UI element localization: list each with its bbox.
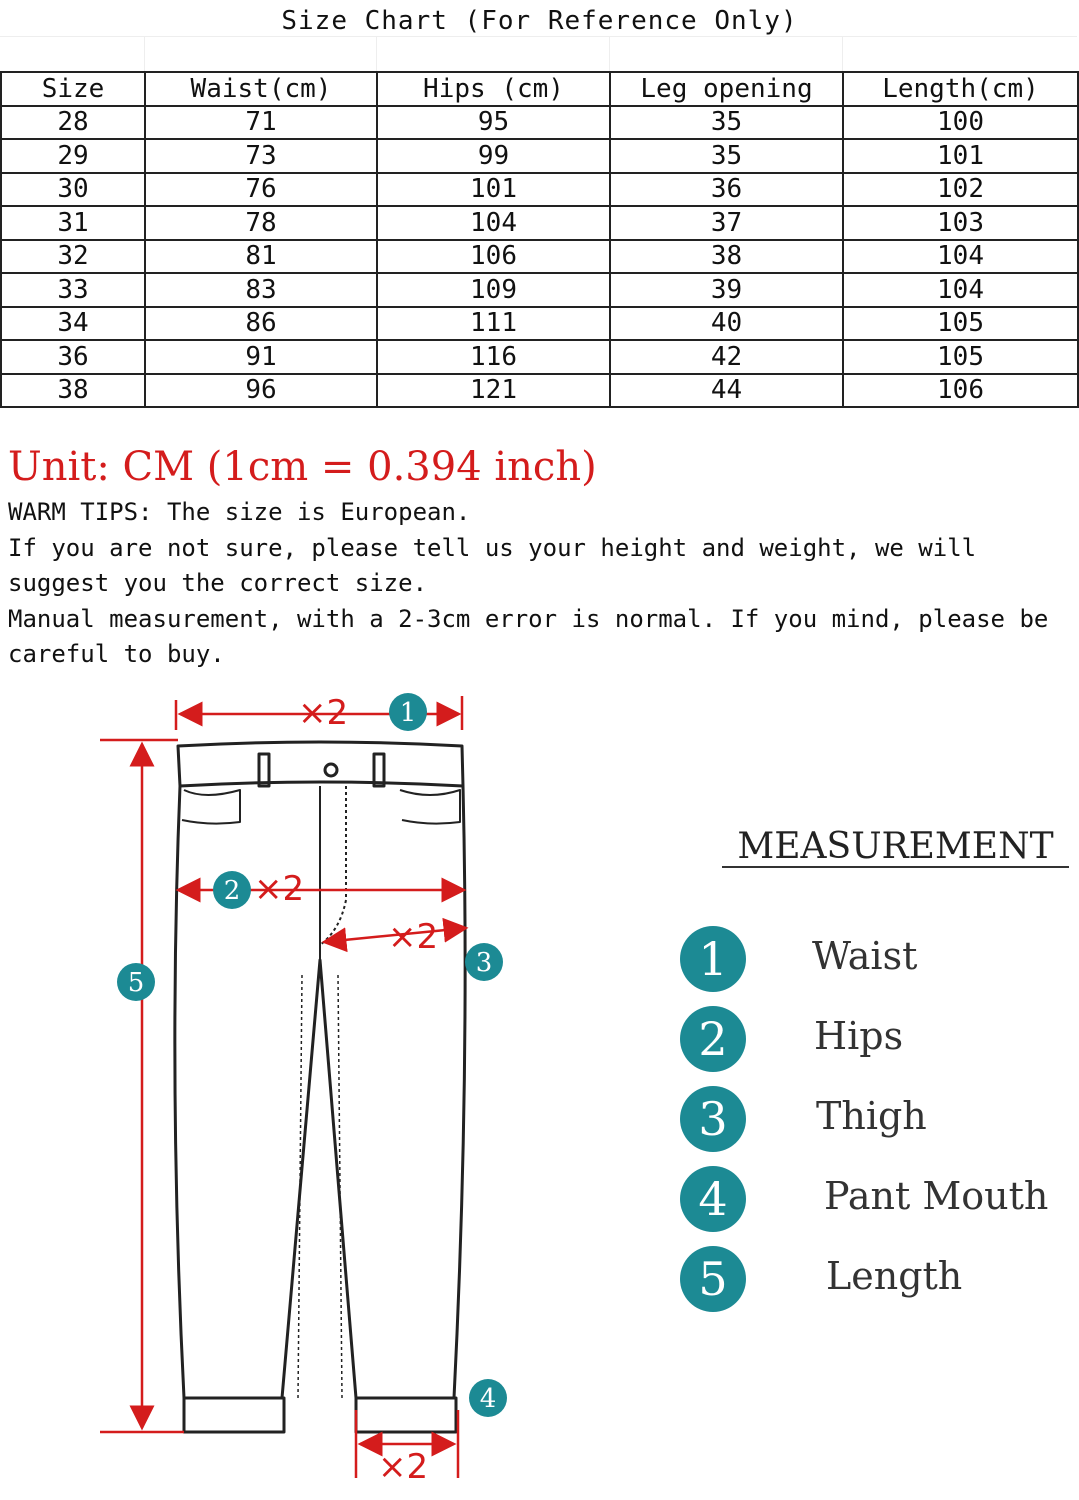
marker-1: 1 bbox=[399, 698, 417, 728]
table-header-row bbox=[1, 72, 1078, 106]
table-row bbox=[1, 273, 1078, 307]
cell-leg-opening: 38 bbox=[610, 240, 843, 274]
number-badge: 2 bbox=[680, 1006, 746, 1072]
cell-leg-opening: 39 bbox=[610, 273, 843, 307]
cell-leg-opening: 44 bbox=[610, 374, 843, 408]
cell-hips: 109 bbox=[377, 273, 610, 307]
cell-hips: 111 bbox=[377, 307, 610, 341]
number-badge: 5 bbox=[680, 1246, 746, 1312]
cell-size: 28 bbox=[1, 106, 145, 140]
table-row bbox=[1, 206, 1078, 240]
cell-leg-opening: 36 bbox=[610, 173, 843, 207]
dimension-lines bbox=[100, 696, 466, 1478]
cell-length: 101 bbox=[843, 139, 1078, 173]
legend-item-thigh bbox=[680, 1086, 1070, 1156]
cell-leg-opening: 42 bbox=[610, 340, 843, 374]
cell-length: 105 bbox=[843, 307, 1078, 341]
cell-waist: 81 bbox=[145, 240, 377, 274]
cell-leg-opening: 35 bbox=[610, 139, 843, 173]
cell-leg-opening: 37 bbox=[610, 206, 843, 240]
cell-size: 33 bbox=[1, 273, 145, 307]
legend-label: Waist bbox=[812, 934, 918, 978]
cell-waist: 96 bbox=[145, 374, 377, 408]
cell-hips: 116 bbox=[377, 340, 610, 374]
table-row bbox=[1, 307, 1078, 341]
cell-size: 36 bbox=[1, 340, 145, 374]
header-hips: Hips (cm) bbox=[377, 72, 610, 106]
cell-size: 30 bbox=[1, 173, 145, 207]
measurement-title: MEASUREMENT bbox=[722, 826, 1069, 868]
times-two-hips: ×2 bbox=[254, 869, 305, 909]
cell-size: 32 bbox=[1, 240, 145, 274]
legend-item-hips bbox=[680, 1006, 1070, 1076]
cell-hips: 121 bbox=[377, 374, 610, 408]
legend-item-length bbox=[680, 1246, 1070, 1316]
cell-hips: 106 bbox=[377, 240, 610, 274]
marker-4: 4 bbox=[479, 1384, 497, 1414]
unit-note: Unit: CM (1cm = 0.394 inch) bbox=[8, 444, 597, 490]
header-length: Length(cm) bbox=[843, 72, 1078, 106]
header-size: Size bbox=[1, 72, 145, 106]
marker-5: 5 bbox=[127, 968, 145, 998]
cell-waist: 91 bbox=[145, 340, 377, 374]
faint-grid-lines bbox=[0, 36, 1077, 71]
tip-line: WARM TIPS: The size is European. bbox=[8, 498, 471, 526]
cell-waist: 73 bbox=[145, 139, 377, 173]
cell-size: 29 bbox=[1, 139, 145, 173]
times-two-pant-mouth: ×2 bbox=[378, 1447, 429, 1487]
table-row bbox=[1, 374, 1078, 408]
cell-size: 31 bbox=[1, 206, 145, 240]
times-two-thigh: ×2 bbox=[388, 917, 439, 957]
cell-length: 103 bbox=[843, 206, 1078, 240]
cell-leg-opening: 35 bbox=[610, 106, 843, 140]
pants-outline bbox=[175, 742, 465, 1432]
cell-size: 38 bbox=[1, 374, 145, 408]
table-row bbox=[1, 173, 1078, 207]
table-row bbox=[1, 139, 1078, 173]
cell-waist: 86 bbox=[145, 307, 377, 341]
tip-line: If you are not sure, please tell us your height and weight, we will suggest you the correct size. bbox=[8, 533, 991, 597]
pants-diagram bbox=[0, 680, 560, 1500]
cell-waist: 76 bbox=[145, 173, 377, 207]
table-row bbox=[1, 240, 1078, 274]
cell-length: 104 bbox=[843, 273, 1078, 307]
header-waist: Waist(cm) bbox=[145, 72, 377, 106]
size-table bbox=[0, 71, 1079, 408]
cell-hips: 101 bbox=[377, 173, 610, 207]
cell-waist: 78 bbox=[145, 206, 377, 240]
cell-hips: 99 bbox=[377, 139, 610, 173]
legend-item-pant-mouth bbox=[680, 1166, 1070, 1236]
legend-item-waist bbox=[680, 926, 1070, 996]
table-row bbox=[1, 340, 1078, 374]
legend-label: Length bbox=[826, 1254, 963, 1298]
cell-length: 104 bbox=[843, 240, 1078, 274]
tip-line: Manual measurement, with a 2-3cm error is normal. If you mind, please be careful to buy. bbox=[8, 604, 1063, 668]
page-title: Size Chart (For Reference Only) bbox=[281, 6, 798, 36]
number-badge: 3 bbox=[680, 1086, 746, 1152]
cell-length: 100 bbox=[843, 106, 1078, 140]
marker-2: 2 bbox=[223, 876, 241, 906]
number-badge: 4 bbox=[680, 1166, 746, 1232]
cell-size: 34 bbox=[1, 307, 145, 341]
header-leg-opening: Leg opening bbox=[610, 72, 843, 106]
cell-leg-opening: 40 bbox=[610, 307, 843, 341]
tips-block bbox=[8, 495, 1068, 673]
legend-label: Pant Mouth bbox=[824, 1174, 1049, 1218]
legend-label: Hips bbox=[814, 1014, 904, 1058]
cell-length: 105 bbox=[843, 340, 1078, 374]
table-row bbox=[1, 106, 1078, 140]
cell-hips: 95 bbox=[377, 106, 610, 140]
cell-length: 102 bbox=[843, 173, 1078, 207]
times-two-waist: ×2 bbox=[298, 693, 349, 733]
legend-label: Thigh bbox=[816, 1094, 927, 1138]
cell-hips: 104 bbox=[377, 206, 610, 240]
cell-length: 106 bbox=[843, 374, 1078, 408]
cell-waist: 83 bbox=[145, 273, 377, 307]
number-badge: 1 bbox=[680, 926, 746, 992]
marker-3: 3 bbox=[475, 948, 493, 978]
cell-waist: 71 bbox=[145, 106, 377, 140]
